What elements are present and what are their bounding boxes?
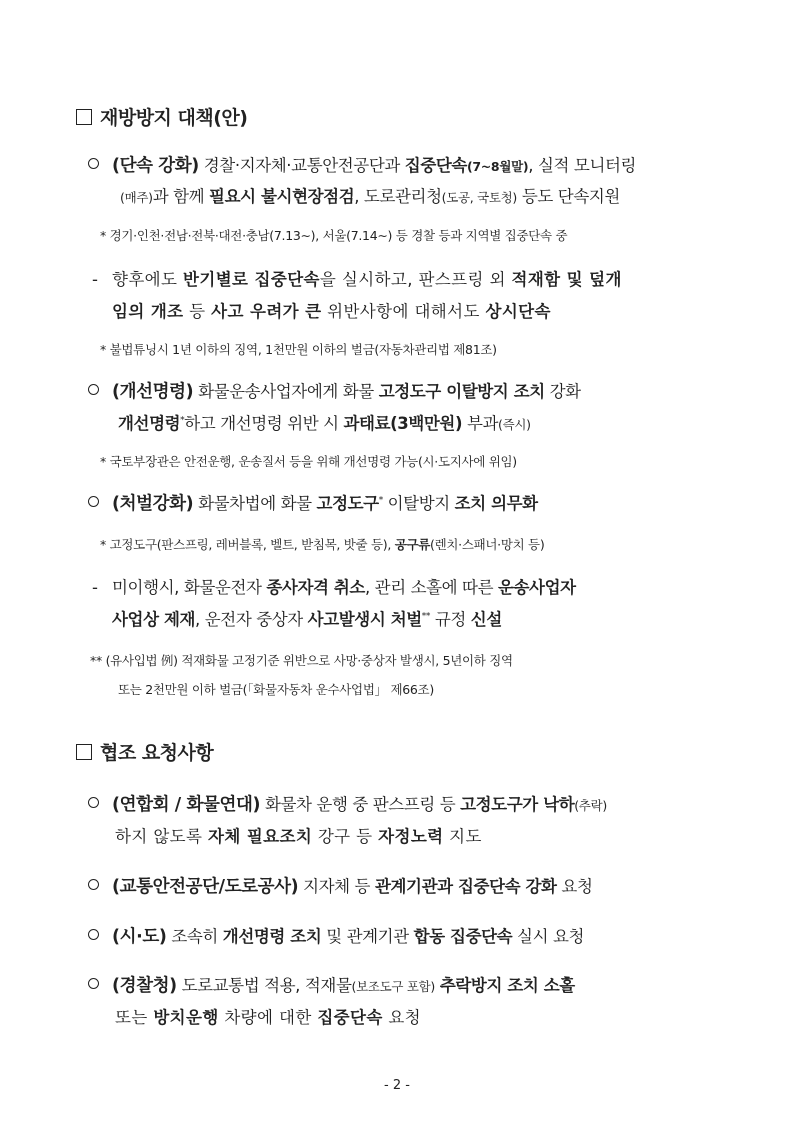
text: 강구 등	[312, 827, 379, 846]
text: 화물운송사업자에게 화물	[193, 382, 379, 401]
emphasis: 반기별로 집중단속	[183, 270, 320, 289]
violation-line-2	[112, 606, 502, 630]
coop-item-4-label: (경찰청)	[112, 976, 177, 996]
note-text: 불법튜닝시 1년 이하의 징역, 1천만원 이하의 벌금(자동차관리법 제81조)	[109, 342, 497, 357]
section-title-prevention	[76, 103, 247, 130]
emphasis: 집중단속	[404, 156, 467, 175]
emphasis: 자정노력	[378, 827, 444, 846]
note-text: 국토부장관은 안전운행, 운송질서 등을 위해 개선명령 가능(시·도지사에 위임)	[109, 454, 517, 469]
emphasis: 추락방지 조치 소홀	[439, 976, 575, 995]
note-text: 경기·인천·전남·전북·대전·충남(7.13∼), 서울(7.14∼) 등 경찰 등과 지역별 집중단속 중	[109, 228, 568, 243]
circle-bullet-icon	[88, 158, 99, 169]
crackdown-note	[100, 226, 567, 244]
coop-item-2-label: (교통안전공단/도로공사)	[112, 877, 299, 897]
emphasis: 개선명령	[118, 414, 181, 433]
emphasis: 관계기관과 집중단속 강화	[374, 877, 557, 896]
dash-marker: -	[92, 578, 98, 597]
emphasis: 적재함 및 덮개	[511, 270, 622, 289]
text: 지도	[443, 827, 482, 846]
emphasis: 고정도구	[316, 494, 379, 513]
text: 화물차 운행 중 판스프링 등	[260, 795, 461, 814]
emphasis: 운송사업자	[497, 578, 576, 597]
crackdown-line-2	[120, 183, 620, 207]
asterisk-marker: *	[100, 342, 110, 357]
order-line-1	[88, 378, 581, 403]
penalty-label: (처벌강화)	[112, 494, 194, 514]
text: 조속히	[166, 927, 223, 946]
emphasis-small: (7~8월말)	[466, 159, 529, 174]
note-text: 또는 2천만원 이하 벌금(「화물자동차 운수사업법」 제66조)	[118, 682, 434, 697]
emphasis: 종사자격 취소	[266, 578, 365, 597]
text: 과 함께	[152, 187, 210, 206]
text: 및 관계기관	[321, 927, 414, 946]
coop-item-2	[88, 873, 593, 898]
text: 하고 개선명령 위반 시	[184, 414, 344, 433]
double-asterisk-marker: **	[90, 653, 106, 668]
text: 등도 단속지원	[517, 187, 620, 206]
note-text: (렌치·스패너·망치 등)	[430, 537, 545, 552]
emphasis: 자체 필요조치	[208, 827, 313, 846]
note-emphasis: 공구류	[394, 537, 431, 552]
asterisk-marker: *	[378, 495, 383, 506]
penalty-line	[88, 490, 538, 515]
note-text: (유사입법 例) 적재화물 고정기준 위반으로 사망·중상자 발생시, 5년이하 징역	[105, 653, 513, 668]
circle-bullet-icon	[88, 384, 99, 395]
violation-line-1	[92, 574, 576, 598]
text: , 운전자 중상자	[195, 610, 308, 629]
future-line-2	[112, 298, 551, 322]
text: , 도로관리청	[354, 187, 442, 206]
example-note-1	[90, 651, 513, 669]
text: 차량에 대한	[218, 1008, 318, 1027]
order-label: (개선명령)	[112, 382, 194, 402]
coop-item-1-line-1	[88, 791, 607, 816]
text: 부과	[462, 414, 499, 433]
text: 을 실시하고, 판스프링 외	[319, 270, 512, 289]
text-small: (즉시)	[498, 417, 531, 432]
emphasis: 고정도구 이탈방지 조치	[378, 382, 545, 401]
example-note-2	[118, 680, 434, 698]
text: 경찰·지자체·교통안전공단과	[198, 156, 405, 175]
asterisk-marker: *	[180, 415, 185, 426]
order-line-2	[118, 410, 531, 434]
page-number: - 2 -	[384, 1078, 410, 1093]
text: 규정	[430, 610, 471, 629]
section-title-cooperation	[76, 738, 213, 765]
emphasis: 사업상 제재	[112, 610, 196, 629]
double-asterisk-marker: **	[421, 611, 430, 622]
text: 요청	[382, 1008, 422, 1027]
text: , 관리 소홀에 따른	[364, 578, 498, 597]
emphasis: 조치 의무화	[454, 494, 538, 513]
emphasis: 집중단속	[317, 1008, 383, 1027]
emphasis: 고정도구가 낙하	[460, 795, 575, 814]
asterisk-marker: *	[100, 228, 110, 243]
text: 요청	[556, 877, 593, 896]
emphasis: 과태료(3백만원)	[343, 414, 463, 433]
asterisk-marker: *	[100, 454, 110, 469]
text: 강화	[544, 382, 581, 401]
section-title-text: 협조 요청사항	[100, 742, 214, 764]
crackdown-line-1	[88, 152, 636, 177]
coop-item-1-label: (연합회 / 화물연대)	[112, 795, 261, 815]
text: 실시 요청	[512, 927, 585, 946]
text: 또는	[115, 1008, 154, 1027]
text-small: (보조도구 포함)	[351, 979, 435, 994]
text: 미이행시, 화물운전자	[112, 578, 267, 597]
crackdown-label: (단속 강화)	[112, 156, 199, 176]
text: 위반사항에 대해서도	[321, 302, 486, 321]
emphasis: 개선명령 조치	[222, 927, 322, 946]
coop-item-3	[88, 923, 584, 948]
text: 하지 않도록	[115, 827, 208, 846]
emphasis: 필요시 불시현장점검	[209, 187, 355, 206]
checkbox-square-icon	[76, 109, 92, 125]
tuning-note	[100, 340, 497, 358]
emphasis: 신설	[470, 610, 502, 629]
coop-item-4-line-1	[88, 972, 575, 997]
text-small: (도공, 국토청)	[441, 190, 518, 205]
coop-item-3-label: (시·도)	[112, 927, 167, 947]
emphasis: 방치운행	[153, 1008, 219, 1027]
circle-bullet-icon	[88, 496, 99, 507]
asterisk-marker: *	[100, 537, 110, 552]
note-text: 고정도구(판스프링, 레버블록, 벨트, 받침목, 밧줄 등),	[109, 537, 395, 552]
circle-bullet-icon	[88, 978, 99, 989]
coop-item-4-line-2	[115, 1004, 421, 1028]
emphasis: 합동 집중단속	[413, 927, 513, 946]
emphasis: 사고 우려가 큰	[211, 302, 322, 321]
section-title-text: 재방방지 대책(안)	[100, 107, 248, 129]
coop-item-1-line-2	[115, 823, 482, 847]
emphasis: 임의 개조	[112, 302, 184, 321]
text-small: (추락)	[574, 798, 607, 813]
text: 도로교통법 적용, 적재물	[176, 976, 352, 995]
circle-bullet-icon	[88, 929, 99, 940]
checkbox-square-icon	[76, 744, 92, 760]
circle-bullet-icon	[88, 797, 99, 808]
text: 이탈방지	[382, 494, 455, 513]
future-line-1	[92, 266, 622, 290]
text: 등	[183, 302, 212, 321]
tools-note	[100, 535, 544, 553]
circle-bullet-icon	[88, 879, 99, 890]
emphasis: 상시단속	[485, 302, 551, 321]
text: , 실적 모니터링	[528, 156, 637, 175]
emphasis: 사고발생시 처벌	[307, 610, 422, 629]
text: 향후에도	[112, 270, 184, 289]
text: 화물차법에 화물	[193, 494, 317, 513]
text: 지자체 등	[298, 877, 375, 896]
order-note	[100, 452, 517, 470]
text-small: (매주)	[120, 190, 153, 205]
dash-marker: -	[92, 270, 99, 289]
